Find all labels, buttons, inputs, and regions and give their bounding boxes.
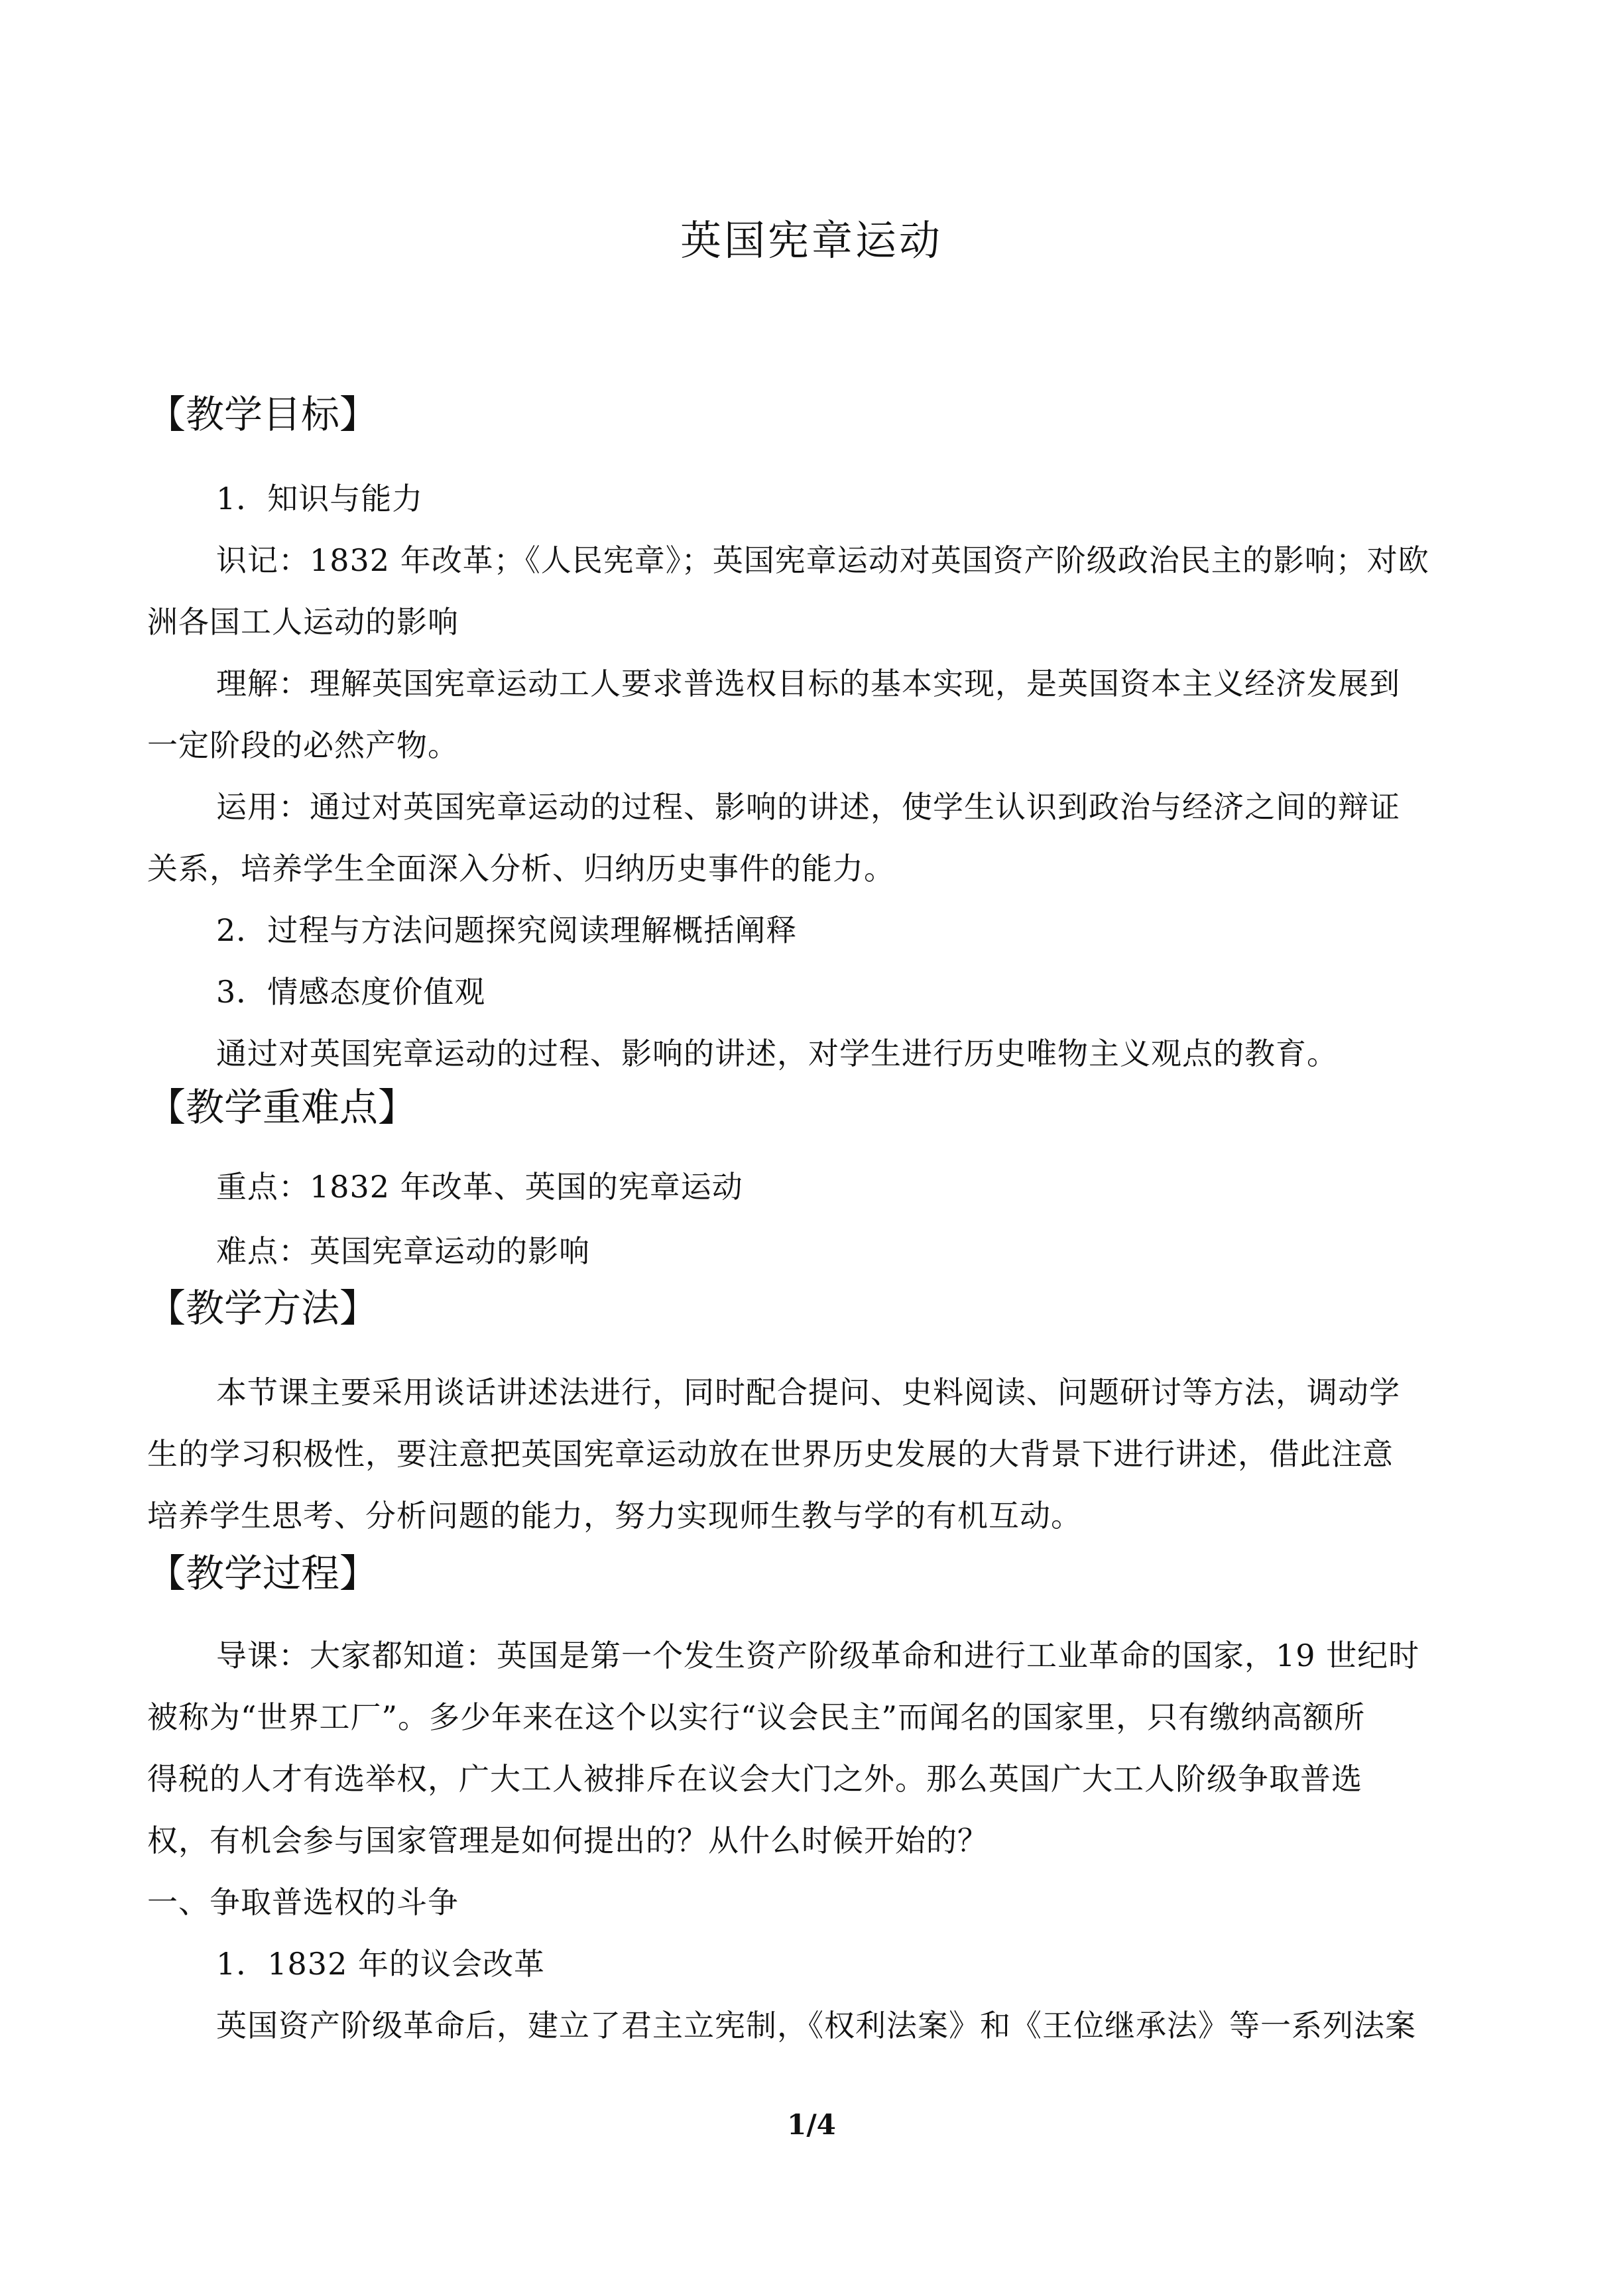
objectives-apply-line1: 运用：通过对英国宪章运动的过程、影响的讲述，使学生认识到政治与经济之间的辩证: [216, 789, 1400, 825]
process-intro-line1: 导课：大家都知道：英国是第一个发生资产阶级革命和进行工业革命的国家，19 世纪时: [216, 1638, 1420, 1673]
heading-keypoints: 【教学重难点】: [147, 1085, 417, 1130]
objectives-apply-line2: 关系，培养学生全面深入分析、归纳历史事件的能力。: [147, 851, 895, 886]
objectives-understand-line1: 理解：理解英国宪章运动工人要求普选权目标的基本实现，是英国资本主义经济发展到: [216, 666, 1400, 701]
objectives-item3: 3．情感态度价值观: [216, 974, 486, 1010]
objectives-recall-line1: 识记：1832 年改革；《人民宪章》；英国宪章运动对英国资产阶级政治民主的影响；对欧: [216, 542, 1429, 578]
process-part1-item1: 1．1832 年的议会改革: [216, 1946, 545, 1982]
heading-methods: 【教学方法】: [147, 1286, 379, 1331]
page-number: 1/4: [787, 2108, 836, 2141]
objectives-attitude: 通过对英国宪章运动的过程、影响的讲述，对学生进行历史唯物主义观点的教育。: [216, 1036, 1338, 1071]
process-part1-heading: 一、争取普选权的斗争: [147, 1884, 459, 1920]
process-intro-line2: 被称为“世界工厂”。多少年来在这个以实行“议会民主”而闻名的国家里，只有缴纳高额所: [147, 1699, 1366, 1735]
objectives-understand-line2: 一定阶段的必然产物。: [147, 727, 459, 763]
objectives-recall-line2: 洲各国工人运动的影响: [147, 604, 459, 640]
methods-line1: 本节课主要采用谈话讲述法进行，同时配合提问、史料阅读、问题研讨等方法，调动学: [216, 1374, 1400, 1410]
keypoints-key: 重点：1832 年改革、英国的宪章运动: [216, 1169, 743, 1205]
objectives-item2: 2．过程与方法问题探究阅读理解概括阐释: [216, 912, 798, 948]
methods-line2: 生的学习积极性，要注意把英国宪章运动放在世界历史发展的大背景下进行讲述，借此注意: [147, 1436, 1394, 1472]
methods-line3: 培养学生思考、分析问题的能力，努力实现师生教与学的有机互动。: [147, 1498, 1082, 1534]
heading-objectives: 【教学目标】: [147, 392, 379, 437]
process-part1-text-line1: 英国资产阶级革命后，建立了君主立宪制，《权利法案》和《王位继承法》等一系列法案: [216, 2008, 1416, 2043]
process-intro-line4: 权，有机会参与国家管理是如何提出的？从什么时候开始的？: [147, 1823, 989, 1858]
heading-process: 【教学过程】: [147, 1551, 379, 1596]
page-title: 英国宪章运动: [680, 216, 943, 265]
objectives-item1: 1．知识与能力: [216, 481, 424, 516]
keypoints-difficult: 难点：英国宪章运动的影响: [216, 1233, 590, 1269]
process-intro-line3: 得税的人才有选举权，广大工人被排斥在议会大门之外。那么英国广大工人阶级争取普选: [147, 1761, 1362, 1797]
